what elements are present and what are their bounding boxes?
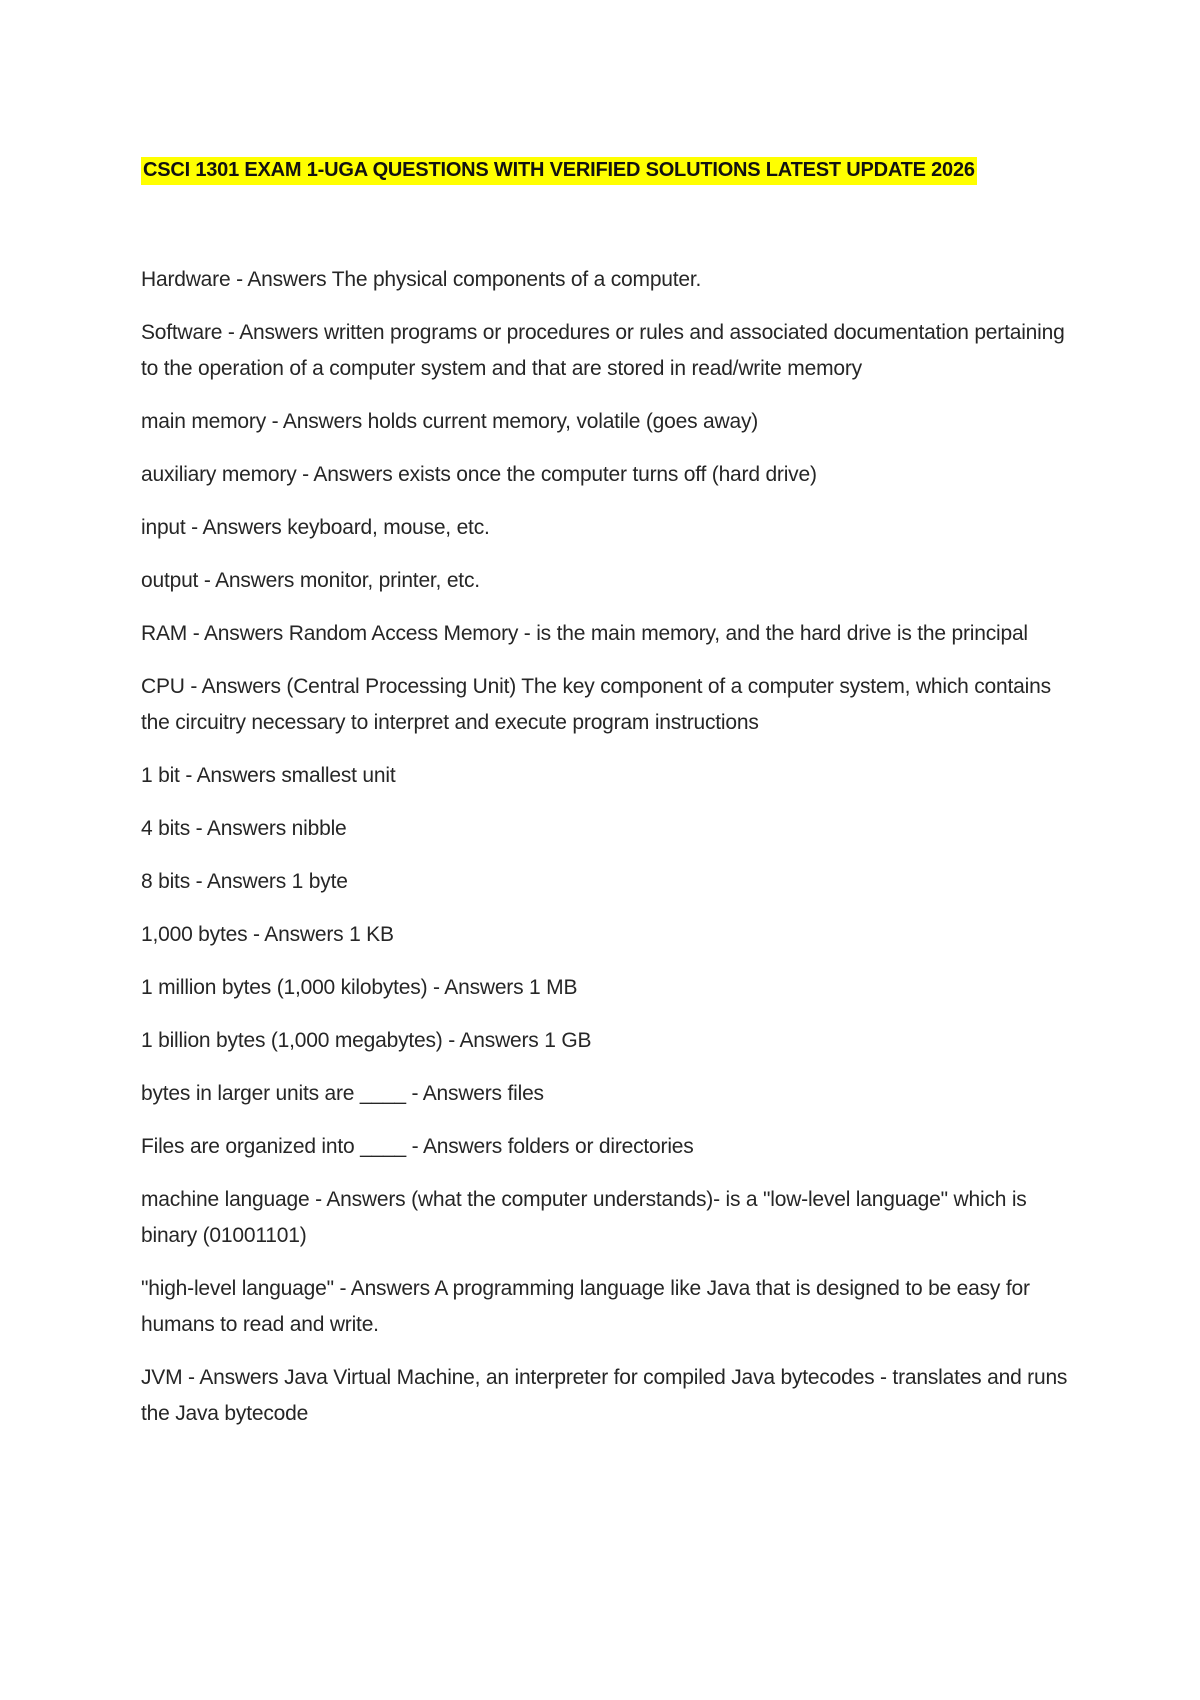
qa-answer: 1 byte xyxy=(291,870,348,893)
answer-label: Answers xyxy=(350,1277,430,1300)
answer-label: Answers xyxy=(201,675,281,698)
qa-item xyxy=(141,1023,1071,1059)
qa-answer: keyboard, mouse, etc. xyxy=(287,516,490,539)
qa-separator: - xyxy=(296,463,314,486)
qa-separator: - xyxy=(247,923,265,946)
answer-label: Answers xyxy=(247,268,327,291)
qa-term: "high-level language" xyxy=(141,1277,334,1300)
answer-label: Answers xyxy=(206,870,287,893)
qa-term: input xyxy=(141,516,186,539)
qa-answer: folders or directories xyxy=(507,1135,694,1158)
answer-label: Answers xyxy=(459,1029,539,1052)
qa-answer: The physical components of a computer. xyxy=(331,268,702,291)
qa-separator: - xyxy=(187,622,204,645)
qa-item xyxy=(141,315,1071,387)
qa-item xyxy=(141,1360,1071,1432)
qa-answer: (Central Processing Unit) The key component of a computer system, which contains the circuitry necessary to interpret and execute program instructions xyxy=(141,675,1051,734)
qa-item xyxy=(141,669,1071,741)
qa-term: 1 bit xyxy=(141,764,180,787)
qa-term: output xyxy=(141,569,199,592)
qa-item xyxy=(141,262,1071,298)
answer-label: Answers xyxy=(203,622,284,645)
qa-term: 1,000 bytes xyxy=(141,923,248,946)
document-title xyxy=(141,157,977,183)
qa-answer: Random Access Memory - is the main memory, and the hard drive is the principal xyxy=(288,622,1028,645)
qa-term: 1 million bytes (1,000 kilobytes) xyxy=(141,976,428,999)
qa-separator: - xyxy=(266,410,283,433)
qa-answer: 1 KB xyxy=(349,923,394,946)
qa-answer: 1 GB xyxy=(544,1029,592,1052)
qa-separator: - xyxy=(182,1366,200,1389)
qa-separator: - xyxy=(222,321,240,344)
qa-answer: holds current memory, volatile (goes away) xyxy=(367,410,759,433)
qa-term: CPU xyxy=(141,675,185,698)
qa-separator: - xyxy=(230,268,248,291)
document-title-text: CSCI 1301 EXAM 1-UGA QUESTIONS WITH VERIFIED SOLUTIONS LATEST UPDATE 2026 xyxy=(141,157,977,185)
qa-term: bytes in larger units are ____ xyxy=(141,1082,406,1105)
qa-separator: - xyxy=(184,675,202,698)
qa-separator: - xyxy=(333,1277,351,1300)
qa-term: main memory xyxy=(141,410,266,433)
qa-item xyxy=(141,616,1071,652)
qa-item xyxy=(141,1129,1071,1165)
qa-separator: - xyxy=(179,764,197,787)
qa-term: auxiliary memory xyxy=(141,463,297,486)
qa-item xyxy=(141,457,1071,493)
qa-item xyxy=(141,758,1071,794)
answer-label: Answers xyxy=(206,817,287,840)
answer-label: Answers xyxy=(422,1082,502,1105)
qa-separator: - xyxy=(427,976,445,999)
qa-answer: Java Virtual Machine, an interpreter for compiled Java bytecodes - translates and runs the Java bytecode xyxy=(141,1366,1068,1425)
qa-answer: exists once the computer turns off (hard drive) xyxy=(398,463,817,486)
answer-label: Answers xyxy=(199,1366,279,1389)
qa-term: 4 bits xyxy=(141,817,190,840)
qa-list xyxy=(141,262,1071,1449)
qa-answer: (what the computer understands)- is a "low-level language" which is binary (01001101) xyxy=(141,1188,1027,1247)
qa-separator: - xyxy=(442,1029,460,1052)
qa-term: Hardware xyxy=(141,268,231,291)
qa-item xyxy=(141,510,1071,546)
qa-term: Files are organized into ____ xyxy=(141,1135,407,1158)
qa-term: machine language xyxy=(141,1188,310,1211)
qa-item xyxy=(141,404,1071,440)
qa-item xyxy=(141,970,1071,1006)
qa-answer: written programs or procedures or rules and associated documentation pertaining to the operation of a computer system and that are stored in read/write memory xyxy=(141,321,1065,380)
qa-answer: files xyxy=(507,1082,544,1105)
qa-item xyxy=(141,1271,1071,1343)
qa-item xyxy=(141,563,1071,599)
qa-term: RAM xyxy=(141,622,188,645)
answer-label: Answers xyxy=(444,976,524,999)
qa-separator: - xyxy=(405,1082,423,1105)
qa-term: 1 billion bytes (1,000 megabytes) xyxy=(141,1029,443,1052)
qa-separator: - xyxy=(198,569,216,592)
answer-label: Answers xyxy=(282,410,363,433)
answer-label: Answers xyxy=(326,1188,406,1211)
qa-answer: smallest unit xyxy=(281,764,396,787)
qa-separator: - xyxy=(185,516,203,539)
qa-separator: - xyxy=(406,1135,423,1158)
qa-item xyxy=(141,917,1071,953)
qa-item xyxy=(141,811,1071,847)
qa-separator: - xyxy=(190,817,207,840)
qa-answer: monitor, printer, etc. xyxy=(299,569,480,592)
qa-separator: - xyxy=(190,870,207,893)
answer-label: Answers xyxy=(422,1135,503,1158)
answer-label: Answers xyxy=(215,569,295,592)
qa-answer: nibble xyxy=(291,817,347,840)
qa-item xyxy=(141,1182,1071,1254)
answer-label: Answers xyxy=(196,764,276,787)
qa-term: 8 bits xyxy=(141,870,190,893)
qa-item xyxy=(141,1076,1071,1112)
answer-label: Answers xyxy=(202,516,282,539)
qa-term: Software xyxy=(141,321,223,344)
qa-item xyxy=(141,864,1071,900)
qa-term: JVM xyxy=(141,1366,183,1389)
qa-separator: - xyxy=(309,1188,327,1211)
answer-label: Answers xyxy=(264,923,344,946)
answer-label: Answers xyxy=(239,321,319,344)
qa-answer: A programming language like Java that is designed to be easy for humans to read and write. xyxy=(141,1277,1030,1336)
qa-answer: 1 MB xyxy=(529,976,578,999)
answer-label: Answers xyxy=(313,463,393,486)
